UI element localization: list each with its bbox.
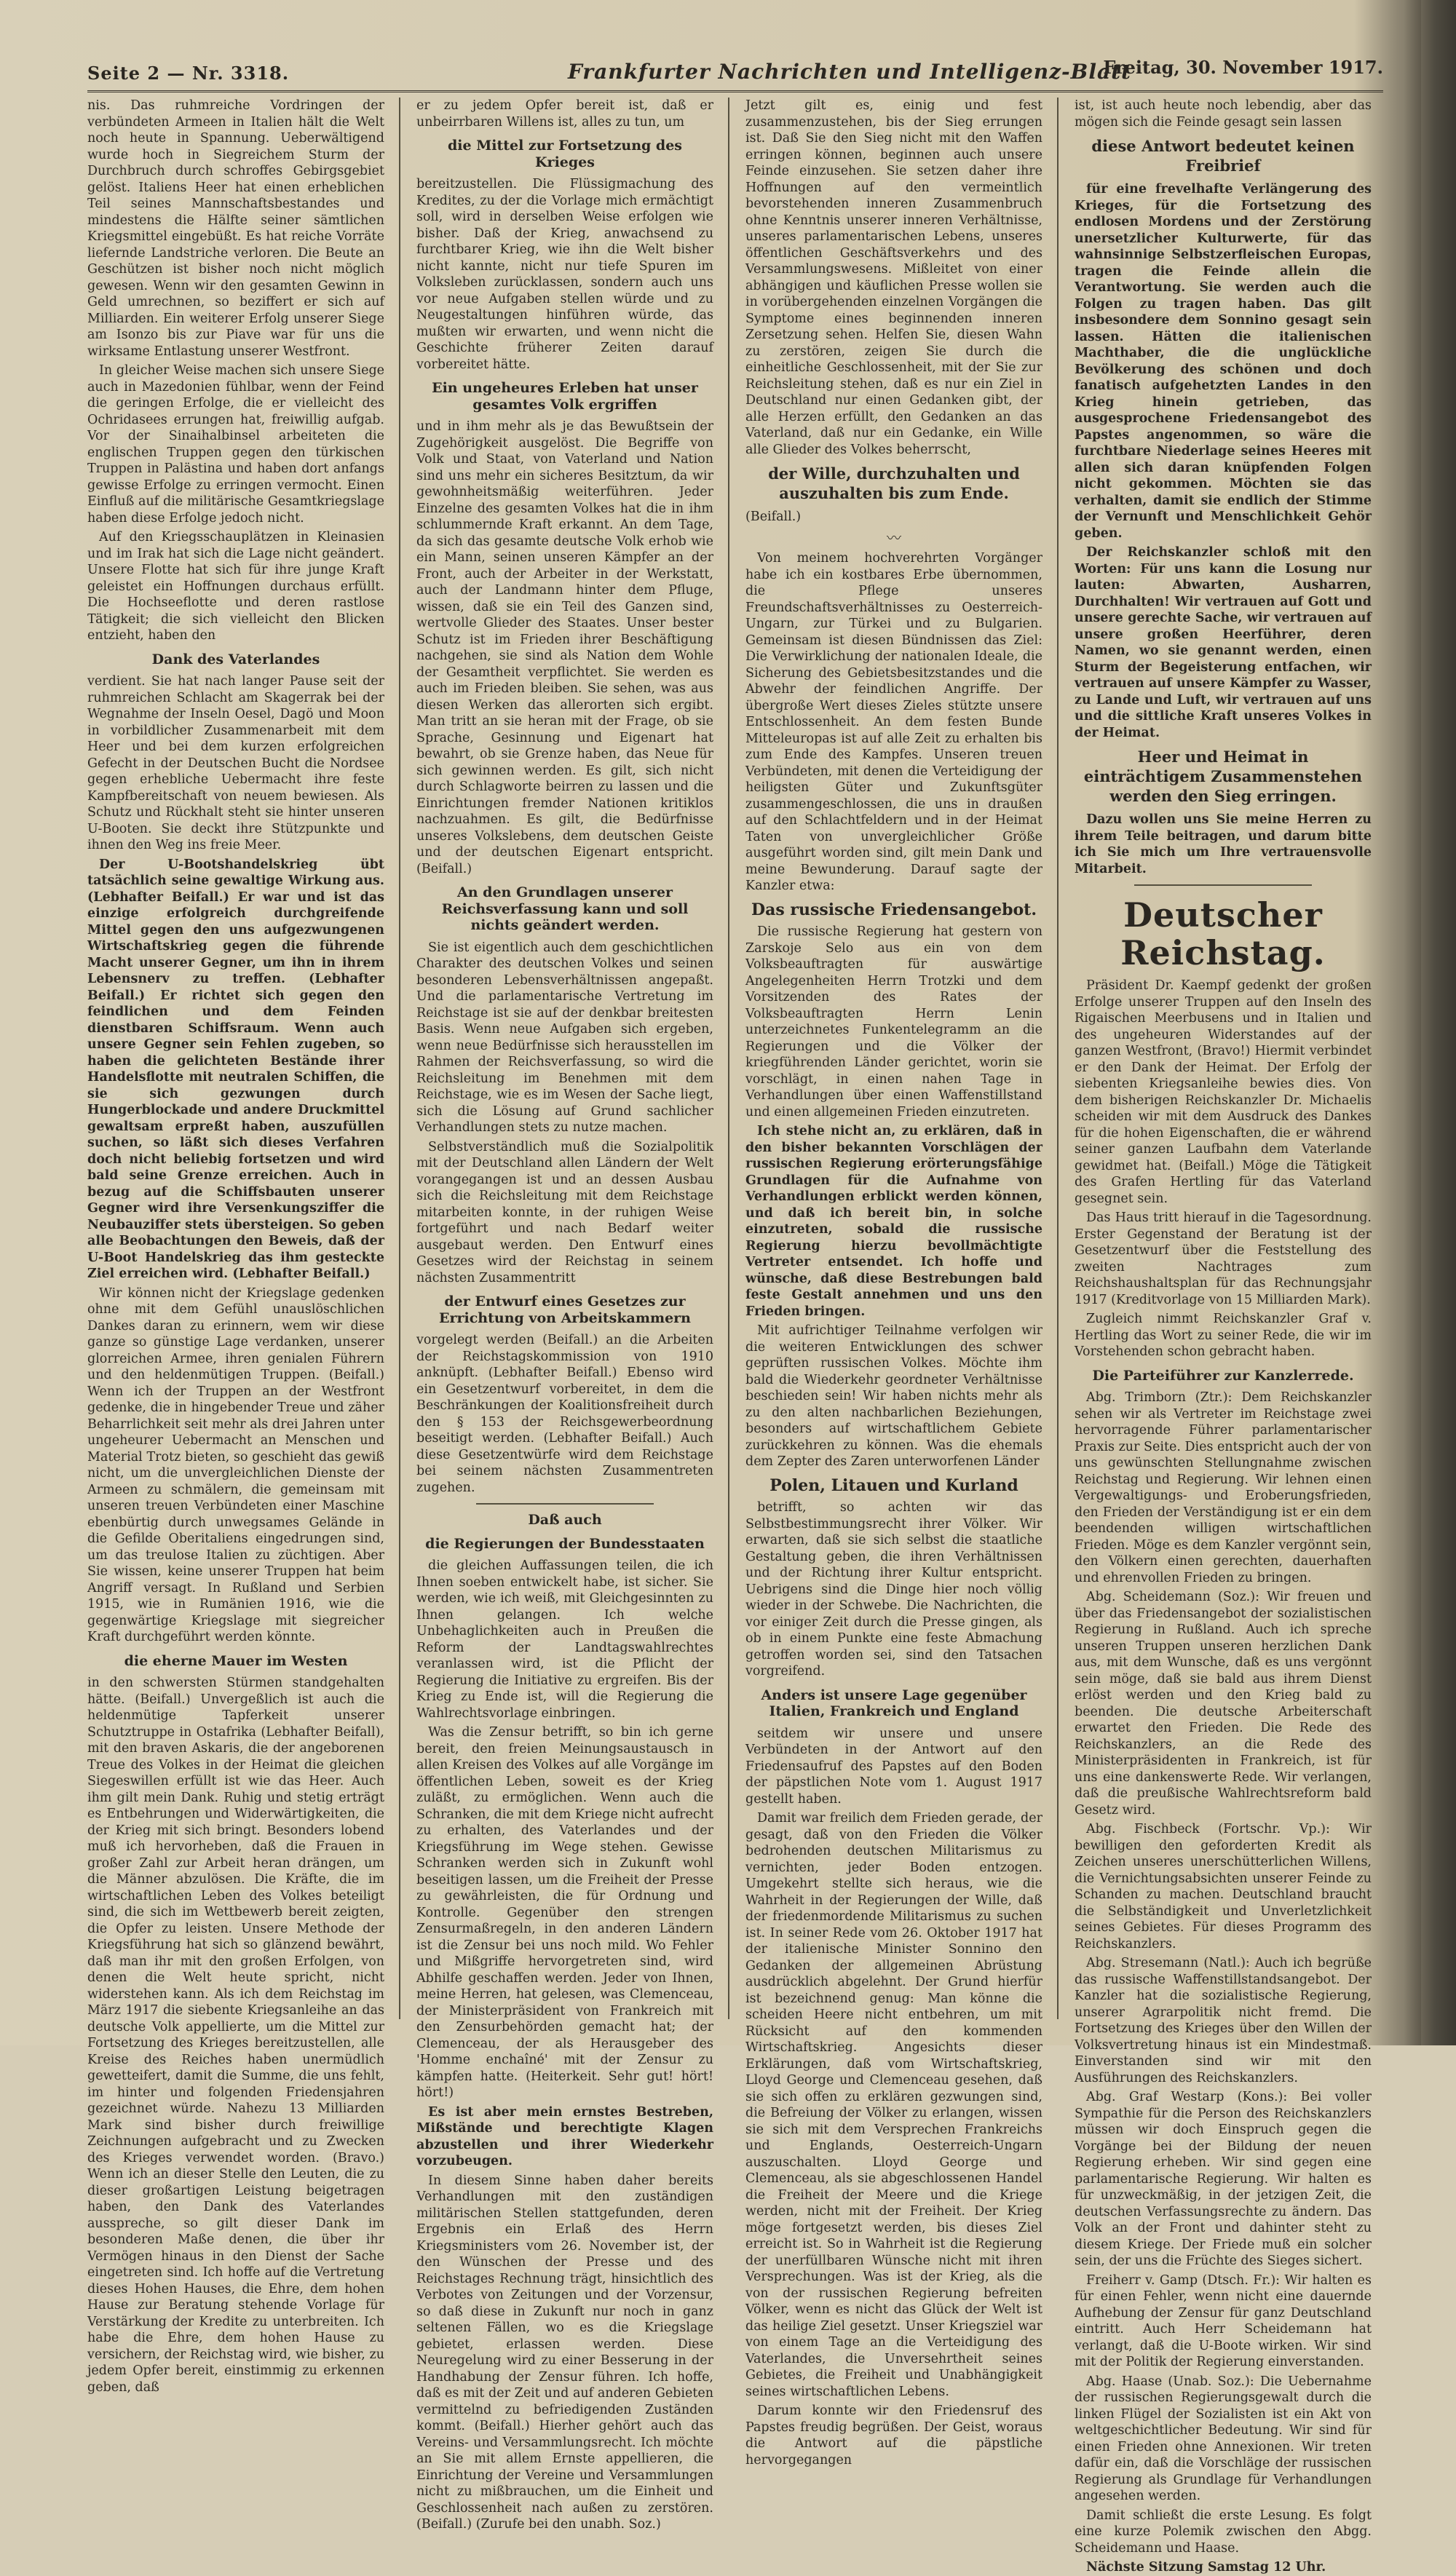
subheading: die Regierungen der Bundesstaaten [425,1535,705,1552]
emphasis-heading: Heer und Heimat in einträchtigem Zusammenstehen werden den Sieg erringen. [1083,748,1363,805]
paragraph: Abg. Haase (Unab. Soz.): Die Uebernahme der russischen Regierungsgewalt durch die linken Flügel der Sozialisten ist ein Akt von weltgeschichtlicher Bedeutung. Wir sind für einen Frieden ohne Annexionen. Wir treten dafür ein, daß die Vorschläge der russischen Regierung als Grundlage für Verhandlungen angesehen werden. [1075,2374,1372,2503]
paragraph: Damit schließt die erste Lesung. Es folgt eine kurze Polemik zwischen den Abgg. Scheidemann und Haase. [1075,2508,1372,2556]
paragraph: Zugleich nimmt Reichskanzler Graf v. Hertling das Wort zu seiner Rede, die wir im Vorstehenden schon gebracht haben. [1075,1312,1372,1359]
paragraph: Das Haus tritt hierauf in die Tagesordnung. Erster Gegenstand der Beratung ist der Gesetzentwurf über die Feststellung des zweiten Nachtrages zum Reichshaushaltsplan für das Rechnungsjahr 1917 (Kreditvorlage von 15 Milliarden Mark). [1075,1210,1372,1307]
paragraph: verdient. Sie hat nach langer Pause seit der ruhmreichen Schlacht am Skagerrak bei der Wegnahme der Inseln Oesel, Dagö und Moon in vorbildlicher Zusammenarbeit mit dem Heer und bei dem kurzen erfolgreichen Gefecht in der Deutschen Bucht die Nordsee gegen erhebliche Uebermacht ihre feste Kampfbereitschaft von neuem bewiesen. Als Schutz und Rückhalt steht sie hinter unseren U-Booten. Sie deckt ihre Stützpunkte und ihnen den Weg ins freie Meer. [87,674,384,852]
emphasis-heading: der Wille, durchzuhalten und auszuhalten bis zum Ende. [768,464,1020,502]
paragraph: In gleicher Weise machen sich unsere Siege auch in Mazedonien fühlbar, wenn der Feind die geringen Erfolge, die er vielleicht des Ochridasees errungen hat, freiwillig aufgab. Vor der Sinaihalbinsel arbeiteten die englischen Truppen gegen den türkischen Truppen in Palästina und haben dort anfangs gewisse Erfolge zu erringen vermocht. Einen Einfluß auf die militärische Gesamtkriegslage haben diese Erfolge jedoch nicht. [87,363,384,526]
section-heading: Polen, Litauen und Kurland [769,1475,1018,1495]
ornament-divider: 〰 [887,528,901,547]
paragraph: Abg. Scheidemann (Soz.): Wir freuen und über das Friedensangebot der sozialistischen Regierung in Rußland. Auch ich spreche unseren Truppen unseren herzlichen Dank aus, mit dem Wunsche, daß es uns vergönnt sein möge, daß sie bald aus ihrem Dienst erlöst werden und den Krieg bald zu beenden. Die deutsche Arbeiterschaft erwartet den Frieden. Die Rede des Reichskanzlers, an die Rede des Ministerpräsidenten in Frankreich, ist für uns eine dankenswerte Rede. Wir verlangen, daß die preußische Wahlrechtsreform bald Gesetz wird. [1075,1590,1372,1818]
column-4 [1075,98,1372,2575]
paragraph: vorgelegt werden (Beifall.) an die Arbeiten der Reichstagskommission von 1910 anknüpft. (Lebhafter Beifall.) Ebenso wird ein Gesetzentwurf vorbereitet, in dem die Beschränkungen der Koalitionsfreiheit durch den § 153 der Reichsgewerbeordnung beseitigt werden. (Lebhafter Beifall.) Auch diese Gesetzentwürfe wird dem Reichstage bei seinem nächsten Zusammentreten zugehen. [416,1333,713,1495]
column-rule [728,98,729,2019]
paragraph: Darum konnte wir den Friedensruf des Papstes freudig begrüßen. Der Geist, woraus die Antwort auf die päpstliche hervorgegangen [745,2403,1042,2468]
subheading: die Mittel zur Fortsetzung des Krieges [447,138,683,170]
paragraph: Abg. Fischbeck (Fortschr. Vp.): Wir bewilligen den geforderten Kredit als Zeichen unseres unerschütterlichen Willens, die Vernichtungsabsichten unserer Feinde zu Schanden zu machen. Deutschland braucht die Selbständigkeit und Unverletzlichkeit seines Gebietes. Für dieses Programm des Reichskanzlers. [1075,1822,1372,1951]
paragraph: Auf den Kriegsschauplätzen in Kleinasien und im Irak hat sich die Lage nicht geändert. Unsere Flotte hat sich für ihre junge Kraft geleistet ein Hoffnungen durchaus erfüllt. Die Hochseeflotte und deren rastlose Tätigkeit; die sich vielleicht den Blicken entzieht, haben den [87,530,384,643]
paragraph: Damit war freilich dem Frieden gerade, der gesagt, daß von den Frieden die Völker bedrohenden deutschen Militarismus zu vernichten, jeder Boden entzogen. Umgekehrt stellte sich heraus, wie die Wahrheit in der Regierungen der Wille, daß der friedenmordende Militarismus zu suchen ist. In seiner Rede vom 26. Oktober 1917 hat der italienische Minister Sonnino den Gedanken der allgemeinen Abrüstung ausdrücklich abgelehnt. Der Grund hierfür ist bezeichnend genug: Man könne die scheiden Heere nicht entbehren, um mit Rücksicht auf den kommenden Wirtschaftskrieg. Angesichts dieser Erklärungen, daß vom Wirtschaftskrieg, Lloyd George und Clemenceau gesehen, daß sie sich offen zu erklären gezwungen sind, die Befreiung der Völker zu erlangen, wissen sie sich mit dem Versprechen Frankreichs und Englands, Oesterreich-Ungarn auszuschalten. Lloyd George und Clemenceau, als sie abgeschlossenen Handel die Freiheit der Meere und die Kriege werden, nicht mit der Freiheit. Der Krieg möge fortgesetzt werden, bis dieses Ziel erreicht ist. So in Wahrheit ist die Regierung der unerfüllbaren Wünsche nicht mit ihren Versprechungen. Was ist der Krieg, als die von der russischen Regierung befreiten Völker, wenn es nicht das Glück der Welt ist das heilige Ziel gesetzt. Unser Kriegsziel war von einem Tage an die Verteidigung des Vaterlandes, die Unversehrtheit seines Gebietes, die Freiheit und Unabhängigkeit seines wirtschaftlichen Lebens. [745,1811,1042,2399]
emphasis-heading: diese Antwort bedeutet keinen Freibrief [1091,137,1355,175]
paragraph: betrifft, so achten wir das Selbstbestimmungsrecht ihrer Völker. Wir erwarten, daß sie sich selbst die staatliche Gestaltung geben, die ihren Verhältnissen und der Richtung ihrer Kultur entspricht. Uebrigens sind die Dinge hier noch völlig wieder in der Schwebe. Die Nachrichten, die vor einiger Zeit durch die Presse gingen, als ob in einem Punkte eine feste Abmachung getroffen worden sei, sind den Tatsachen vorgreifend. [745,1500,1042,1679]
paragraph: und in ihm mehr als je das Bewußtsein der Zugehörigkeit ausgelöst. Die Begriffe von Volk und Staat, von Vaterland und Nation sind uns mehr ein sicheres Besitztum, da wir gewohnheitsmäßig weiterführen. Jeder Einzelne des gesamten Volkes hat die in ihm schlummernde Kraft erkannt. An dem Tage, da sich das gesamte deutsche Volk erhob wie ein Mann, seinen unseren Kämpfer an der Front, auch der Arbeiter in der Werkstatt, auch der Landmann hinter dem Pfluge, wissen, daß sie ein Teil des Ganzen sind, wertvolle Glieder des Staates. Unser bester Schutz ist im Frieden ihrer Beschäftigung nachgehen, sie sind als Nation dem Wohle der Gesamtheit verpflichtet. Sie werden es auch im Frieden bleiben. Sie sehen, was aus diesen Werken das allerorten sich ergibt. Man tritt an sie heran mit der Frage, ob sie Sprache, Gesinnung und Eigenart hat bewahrt, ob sie Grenze haben, das Neue für sich gewinnen werden. Es gilt, sich nicht durch Schlagworte beirren zu lassen und die Einrichtungen fremder Nationen kritiklos nachzuahmen. Es gilt, die Bedürfnisse unseres Volkslebens, dem deutschen Geiste und der deutschen Eigenart entspricht. (Beifall.) [416,419,713,876]
paragraph: bereitzustellen. Die Flüssigmachung des Kredites, zu der die Vorlage mich ermächtigt soll, wird in derselben Weise erfolgen wie bisher. Daß der Krieg, anwachsend zu furchtbarer Krieg, wie ihn die Welt bisher nicht kannte, nicht nur tiefe Spuren im Volksleben zurücklassen, sondern auch uns vor neue Aufgaben stellen würde und zu Neugestaltungen hinführen würde, das mußten wir erwarten, und wenn nicht die Geschichte früherer Zeiten darauf vorbereitet hätte. [416,177,713,372]
next-session-note: Nächste Sitzung Samstag 12 Uhr. [1086,2560,1326,2575]
paragraph: Der U-Bootshandelskrieg übt tatsächlich seine gewaltige Wirkung aus. (Lebhafter Beifall.) Er war und ist das einzige erfolgreich durchgreifende Mittel gegen den uns aufgezwungenen Wirtschaftskrieg gegen die führende Macht unserer Gegner, um ihn in ihrem Lebensnerv zu treffen. (Lebhafter Beifall.) Er richtet sich gegen den feindlichen und dem Feinden dienstbaren Schiffsraum. Wenn auch unsere Gegner sein Fehlen zugeben, so haben die gelichteten Bestände ihrer Handelsflotte mit neutralen Schiffen, die sie sich gezwungen durch Hungerblockade und andere Druckmittel gewaltsam erpreßt haben, auszufüllen suchen, so läßt sich dieses Verfahren doch nicht beliebig fortsetzen und wird bald seine Grenze erreichen. Auch in bezug auf die Schiffsbauten unserer Gegner wird ihre Versenkungsziffer die Neubauziffer stets übersteigen. So geben alle Beobachtungen den Beweis, daß der U-Boot Handelskrieg das ihm gesteckte Ziel erreichen wird. (Lebhafter Beifall.) [87,857,384,1281]
paragraph: Jetzt gilt es, einig und fest zusammenzustehen, bis der Sieg errungen ist. Daß Sie den Sieg nicht mit den Waffen erringen können, beginnen auch unsere Feinde einzusehen. Sie setzen daher ihre Hoffnungen auf den vermeintlich bevorstehenden inneren Zusammenbruch ohne Kenntnis unserer inneren Verhältnisse, unseres parlamentarischen Lebens, unseres öffentlichen Geschäftsverkehrs und des Versammlungswesens. Mißleitet von einer abhängigen und käuflichen Presse wollen sie in vorübergehenden einzelnen Vorgängen die Symptome eines beginnenden inneren Zersetzung sehen. Helfen Sie, diesen Wahn zu zerstören, zeigen Sie durch die einheitliche Geschlossenheit, mit der Sie zur Reichsleitung stehen, daß es nur ein Ziel in Deutschland nur einen Gedanken gibt, der alle Herzen erfüllt, den Gedanken an das Vaterland, daß nur ein Gedanke, ein Wille alle Glieder des Volkes beherrscht, [745,98,1042,457]
section-divider [1134,884,1313,886]
paragraph: (Beifall.) [745,510,802,524]
paragraph: Von meinem hochverehrten Vorgänger habe ich ein kostbares Erbe übernommen, die Pflege unseres Freundschaftsverhältnisses zu Oesterreich-Ungarn, zur Türkei und zu Bulgarien. Gemeinsam ist diesen Bündnissen das Ziel: Die Verwirklichung der nationalen Ideale, die Sicherung des Gebietsbesitzstandes und die Abwehr der feindlichen Angriffe. Der übergroße Wert dieses Zieles stützte unsere Entschlossenheit. An dem festen Bunde Mitteleuropas ist auf alle Zeit zu erhalten bis zum Ende des Kampfes. Unseren treuen Verbündeten, mit denen die Verteidigung der heiligsten Güter und Zukunftsgüter zusammengeschlossen, die uns in draußen auf den Schlachtfeldern und in der Heimat Taten von unvergleichlicher Größe ausgeführt worden sind, gilt mein Dank und meine Bewunderung. Darauf sagte der Kanzler etwa: [745,551,1042,893]
paragraph: Ich stehe nicht an, zu erklären, daß in den bisher bekannten Vorschlägen der russischen Regierung erörterungsfähige Grundlagen für die Aufnahme von Verhandlungen erblickt werden können, und daß ich bereit bin, in solche einzutreten, sobald die russische Regierung hierzu bevollmächtigte Vertreter entsendet. Ich hoffe und wünsche, daß diese Bestrebungen bald feste Gestalt annehmen und uns den Frieden bringen. [745,1124,1042,1319]
paragraph: die gleichen Auffassungen teilen, die ich Ihnen soeben entwickelt habe, ist sicher. Sie werden, wie ich weiß, mit Gleichgesinnten zu Ihnen gelangen. Ich welche Unbehaglichkeiten auch in Preußen die Reform der Landtagswahlrechtes veranlassen wird, ist die Pflicht der Regierung die Initiative zu ergreifen. Bis der Krieg zu Ende ist, will die Regierung die Wahlrechtsvorlage einbringen. [416,1558,713,1721]
paragraph: Freiherr v. Gamp (Dtsch. Fr.): Wir halten es für einen Fehler, wenn nicht eine dauernde Aufhebung der Zensur für ganz Deutschland eintritt. Auch Herr Scheidemann hat verlangt, daß die U-Boote wirken. Wir sind mit der Politik der Regierung einverstanden. [1075,2272,1372,2369]
paragraph: seitdem wir unsere und unsere Verbündeten in der Antwort auf den Friedensaufruf des Papstes auf den Boden der päpstlichen Note vom 1. August 1917 gestellt haben. [745,1726,1042,1807]
subheading: Daß auch [528,1512,602,1528]
section-divider [476,1503,654,1505]
column-rule [399,98,400,2019]
subheading: Ein ungeheures Erleben hat unser gesamtes Volk ergriffen [432,380,698,413]
section-heading: Das russische Friedensangebot. [751,900,1037,919]
paragraph: In diesem Sinne haben daher bereits Verhandlungen mit den zuständigen militärischen Stellen stattgefunden, deren Ergebnis ein Erlaß des Herrn Kriegsministers vom 26. November ist, der den Wünschen der Presse und des Reichstages Rechnung trägt, hinsichtlich des Verbotes von Zeitungen und der Vorzensur, so daß diese in Zukunft nur noch in ganz seltenen Fällen, wo es die Kriegslage gebietet, erlassen werden. Diese Neuregelung wird zu einer Besserung in der Handhabung der Zensur führen. Ich hoffe, daß es mit der Zeit und auf anderen Gebieten vermittelnd zu befriedigenden Zuständen kommt. (Beifall.) Hierher gehört auch das Vereins- und Versammlungsrecht. Ich möchte an Sie mit allem Ernste appellieren, die Einrichtung der Vereine und Versammlungen nicht zu mißbrauchen, um die Einheit und Geschlossenheit nach außen zu zerstören. (Beifall.) (Zurufe bei den unabh. Soz.) [416,2173,713,2532]
paragraph: Mit aufrichtiger Teilnahme verfolgen wir die weiteren Entwicklungen des schwer geprüften russischen Volkes. Möchte ihm bald die Wiederkehr geordneter Verhältnisse beschieden sein! Wir haben nichts mehr als zu den alten nachbarlichen Beziehungen, besonders auf wirtschaftlichem Gebiete zurückkehren zu können. Was die ehemals dem Zepter des Zaren unterworfenen Länder [745,1323,1042,1469]
subheading: die eherne Mauer im Westen [124,1652,348,1669]
paragraph: Was die Zensur betrifft, so bin ich gerne bereit, den freien Meinungsaustausch in allen Kreisen des Volkes auf alle Vorgänge im öffentlichen Leben, soweit es der Krieg zuläßt, zu ermöglichen. Wenn auch die Schranken, die mit dem Kriege nicht aufrecht zu erhalten, des Vaterlandes und der Kriegsführung im Wege stehen. Gewisse Schranken werden sich in Zukunft wohl beseitigen lassen, um die Freiheit der Presse zu gewährleisten, die für Ordnung und Kontrolle. Gegenüber den strengen Zensurmaßregeln, in den anderen Ländern ist die Zensur bei uns noch mild. Wo Fehler und Mißgriffe hervorgetreten sind, wird Abhilfe geschaffen werden. Jeder von Ihnen, meine Herren, hat gelesen, was Clemenceau, der Ministerpräsident von Frankreich mit den Zensurbehörden gemacht hat; der Clemenceau, der als Herausgeber des 'Homme enchaîné' mit der Zensur zu kämpfen hatte. (Heiterkeit. Sehr gut! hört! hört!) [416,1725,713,2100]
subheading: Anders ist unsere Lage gegenüber Italien, Frankreich und England [761,1687,1027,1719]
paragraph: Es ist aber mein ernstes Bestreben, Mißstände und berechtigte Klagen abzustellen und ihrer Wiederkehr vorzubeugen. [416,2104,713,2168]
paragraph: Wir können nicht der Kriegslage gedenken ohne mit dem Gefühl unauslöschlichen Dankes daran zu erinnern, wem wir diese ganze so günstige Lage verdanken, unserer glorreichen Armee, ihren genialen Führern und den heldenmütigen Truppen. (Beifall.) Wenn ich der Truppen an der Westfront gedenke, die in hingebender Treue und zäher Beharrlichkeit seit mehr als drei Jahren unter ungeheurer Uebermacht an Menschen und Material Trotz bieten, so geschieht das gewiß nicht, um die unvergleichlichen Dienste der Armeen zu schmälern, die gemeinsam mit unseren treuen Verbündeten einer Maschine ebenbürtig durch unwegsames Gelände in die Gefilde Oberitaliens eingedrungen sind, um das treulose Italien zu züchtigen. Aber Sie wissen, keine unserer Truppen hat beim Angriff versagt. In Rußland und Serbien 1915, wie in Rumänien 1916, wie die gegenwärtige Kriegslage mit siegreicher Kraft durchgeführt werden könnte. [87,1285,384,1644]
paragraph: Dazu wollen uns Sie meine Herren zu ihrem Teile beitragen, und darum bitte ich Sie mich um Ihre vertrauensvolle Mitarbeit. [1075,812,1372,876]
binding-edge [1421,0,1456,2045]
paragraph: für eine frevelhafte Verlängerung des Krieges, für die Fortsetzung des endlosen Mordens und der Zerstörung unersetzlicher Kulturwerte, für das wahnsinnige Selbstzerfleischen Europas, tragen die Feinde allein die Verantwortung. Sie werden auch die Folgen zu tragen haben. Das gilt insbesondere dem Sonnino gesagt sein lassen. Hätten die italienischen Machthaber, die die unglückliche Bevölkerung des schönen und doch fanatisch aufgehetzten Landes in den Krieg hinein getrieben, das ausgesprochene Friedensangebot des Papstes angenommen, so wäre die furchtbare Niederlage seines Heeres mit allen sich daran knüpfenden Folgen nicht gekommen. Möchten sie das verhalten, damit sie endlich der Stimme der Vernunft und Menschlichkeit Gehör geben. [1075,182,1372,541]
paragraph: Abg. Trimborn (Ztr.): Dem Reichskanzler sehen wir als Vertreter im Reichstage zwei hervorragende Führer parlamentarischer Praxis zur Seite. Dies entspricht auch der von uns gewünschten Stellungnahme zwischen Reichstag und Regierung. Wir lehnen einen Vergewaltigungs- und Eroberungsfrieden, den Frieden der Verständigung ist er ein dem beendenden willigen wirtschaftlichen Frieden. Möge es dem Kanzler vergönnt sein, den Völkern einen gerechten, dauerhaften und ehrenvollen Frieden zu bringen. [1075,1390,1372,1585]
subheading: An den Grundlagen unserer Reichsverfassung kann und soll nichts geändert werden. [441,884,689,933]
paragraph: Selbstverständlich muß die Sozialpolitik mit der Deutschland allen Ländern der Welt vorangegangen ist und an dessen Ausbau sich die Reichsleitung mit dem Reichstage mitarbeiten konnte, in der ruhigen Weise fortgeführt und nach Bedarf weiter ausgebaut werden. Den Entwurf eines Gesetzes wird der Reichstag in seinem nächsten Zusammentritt [416,1139,713,1285]
issue-date: Freitag, 30. November 1917. [1103,57,1383,78]
paragraph: Präsident Dr. Kaempf gedenkt der großen Erfolge unserer Truppen auf den Inseln des Rigaischen Meerbusens und in Italien und des ungeheuren Widerstandes auf der ganzen Westfront, (Bravo!) Hiermit verbindet er den Dank der Heimat. Der Erfolg der siebenten Kriegsanleihe bewies dies. Von dem bisherigen Reichskanzler Dr. Michaelis scheiden wir mit dem Ausdruck des Dankes für die hohen Eigenschaften, die er während seiner ganzen Laufbahn dem Vaterlande gewidmet hat. (Beifall.) Möge die Tätigkeit des Grafen Hertling für das Vaterland gesegnet sein. [1075,978,1372,1206]
subheading: Die Parteiführer zur Kanzlerrede. [1092,1367,1354,1384]
newspaper-title: Frankfurter Nachrichten und Intelligenz-Blatt [568,60,1131,84]
column-1 [87,98,384,2395]
subheading: der Entwurf eines Gesetzes zur Errichtung von Arbeitskammern [439,1293,691,1326]
paragraph: Die russische Regierung hat gestern von Zarskoje Selo aus ein von dem Volksbeauftragten für auswärtige Angelegenheiten Herrn Trotzki und dem Vorsitzenden des Rates der Volksbeauftragten Herrn Lenin unterzeichnetes Funkentelegramm an die Regierungen und die Völker der kriegführenden Länder gerichtet, worin sie vorschlägt, in einen nahen Tage in Verhandlungen über einen Waffenstillstand und einen allgemeinen Frieden einzutreten. [745,924,1042,1119]
paragraph: Sie ist eigentlich auch dem geschichtlichen Charakter des deutschen Volkes und seinen besonderen Lebensverhältnissen angepaßt. Und die parlamentarische Vertretung im Reichstage ist sie auf der denkbar breitesten Basis. Wenn neue Aufgaben sich ergeben, wenn neue Bedürfnisse sich herausstellen im Rahmen der Reichsverfassung, so wird die Reichsleitung im Benehmen mit dem Reichstage, wie es im Wesen der Sache liegt, sich die Lösung auf Grund sachlicher Verhandlungen stets zu nutze machen. [416,940,713,1135]
paragraph: Abg. Graf Westarp (Kons.): Bei voller Sympathie für die Person des Reichskanzlers müssen wir doch Einspruch gegen die Vorgänge bei der Bildung der neuen Regierung erheben. Wir sind gegen eine parlamentarische Regierung. Wir halten es für unzweckmäßig, in der jetzigen Zeit, die deutschen Verfassungsrechte zu ändern. Das Volk an der Front und dahinter steht zu diesem Kriege. Der Friede muß ein solcher sein, der uns die Früchte des Sieges sichert. [1075,2090,1372,2268]
page-number: Seite 2 — Nr. 3318. [87,63,290,84]
column-2 [416,98,713,2532]
paragraph: ist, ist auch heute noch lebendig, aber das mögen sich die Feinde gesagt sein lassen [1075,98,1372,130]
paragraph: Abg. Stresemann (Natl.): Auch ich begrüße das russische Waffenstillstandsangebot. Der Kanzler hat die sozialistische Regierung, unserer Agrarpolitik nicht fremd. Die Fortsetzung des Krieges über den Willen der Volksvertretung hinaus ist ein Mindestmaß. Einverstanden sind wir mit den Ausführungen des Reichskanzlers. [1075,1956,1372,2085]
subheading: Dank des Vaterlandes [151,651,320,667]
section-title: Deutscher Reichstag. [1120,895,1326,972]
paragraph: nis. Das ruhmreiche Vordringen der verbündeten Armeen in Italien hält die Welt noch heute in Spannung. Ueberwältigend wurde hoch in Siegreichem Sturm der Durchbruch durch schroffes Gebirgsgebiet gelöst. Italiens Heer hat einen erheblichen Teil seines Mannschaftsbestandes und mindestens die Hälfte seiner sämtlichen Kriegsmittel eingebüßt. Es hat reiche Vorräte liefernde Landstriche verloren. Die Beute an Geschützen ist bisher noch nicht möglich gewesen. Wenn wir den gesamten Gewinn in Geld umrechnen, so beziffert er sich auf Milliarden. Ein weiterer Erfolg unserer Siege am Isonzo bis zur Piave war für uns die wirksame Entlastung unserer Westfront. [87,98,384,359]
page-fold-shadow [1404,0,1421,2045]
paragraph: Der Reichskanzler schloß mit den Worten: Für uns kann die Losung nur lauten: Abwarten, Ausharren, Durchhalten! Wir vertrauen auf Gott und unsere gerechte Sache, wir vertrauen auf unsere großen Heerführer, deren Namen, wo sie genannt werden, einen Sturm der Begeisterung entfachen, wir vertrauen auf unsere Kämpfer zu Wasser, zu Lande und Luft, wir vertrauen auf uns und die sittliche Kraft unseres Volkes in der Heimat. [1075,545,1372,740]
column-3 [745,98,1042,2468]
column-rule [1057,98,1059,2019]
paragraph: er zu jedem Opfer bereit ist, daß er unbeirrbaren Willens ist, alles zu tun, um [416,98,713,130]
page-header [87,57,1383,92]
paragraph: in den schwersten Stürmen standgehalten hätte. (Beifall.) Unvergeßlich ist auch die heldenmütige Tapferkeit unserer Schutztruppe in Ostafrika (Lebhafter Beifall), mit den braven Askaris, die der angeborenen Treue des Volkes in der Heimat die gleichen Siegeswillen erfüllt ist wie das Heer. Auch ihm gilt mein Dank. Ruhig und stetig erträgt es Entbehrungen und Widerwärtigkeiten, die der Krieg mit sich bringt. Besonders lobend muß ich hervorheben, daß die Frauen in großer Zahl zur Arbeit heran drängen, um die Männer abzulösen. Die Kräfte, die im wirtschaftlichen Leben des Volkes beteiligt sind, die sich im Wettbewerb bereit zeigten, die Opfer zu leisten. Unsere Methode der Kriegsführung hat sich so glänzend bewährt, daß man ihr mit den großen Erfolgen, von denen die Welt heute spricht, nicht widerstehen kann. Als ich dem Reichstag im März 1917 die siebente Kriegsanleihe an das deutsche Volk appellierte, um die Mittel zur Fortsetzung des Krieges bereitzustellen, alle Kreise des Reiches haben unermüdlich gewetteifert, damit die Summe, die uns fehlt, im hinter und folgenden Friedensjahren gezeichnet würde. Nahezu 13 Milliarden Mark sind bisher durch freiwillige Zeichnungen aufgebracht und zu Zwecken des Krieges verwendet worden. (Bravo.) Wenn ich an dieser Stelle den Leuten, die zu dieser großartigen Leistung beigetragen haben, den Dank des Vaterlandes ausspreche, so gilt dieser Dank im besonderen Maße denen, die über ihr Vermögen hinaus in den Dienst der Sache eingetreten sind. Ich hoffe auf die Vertretung dieses Hohen Hauses, die Ehre, dem hohen Hause zur Beratung stehende Vorlage für Verstärkung der Kredite zu unterbreiten. Ich habe die Ehre, dem hohen Hause zu versichern, der Reichstag wird, wie bisher, zu jedem Opfer bereit, einstimmig zu erkennen geben, daß [87,1676,384,2395]
